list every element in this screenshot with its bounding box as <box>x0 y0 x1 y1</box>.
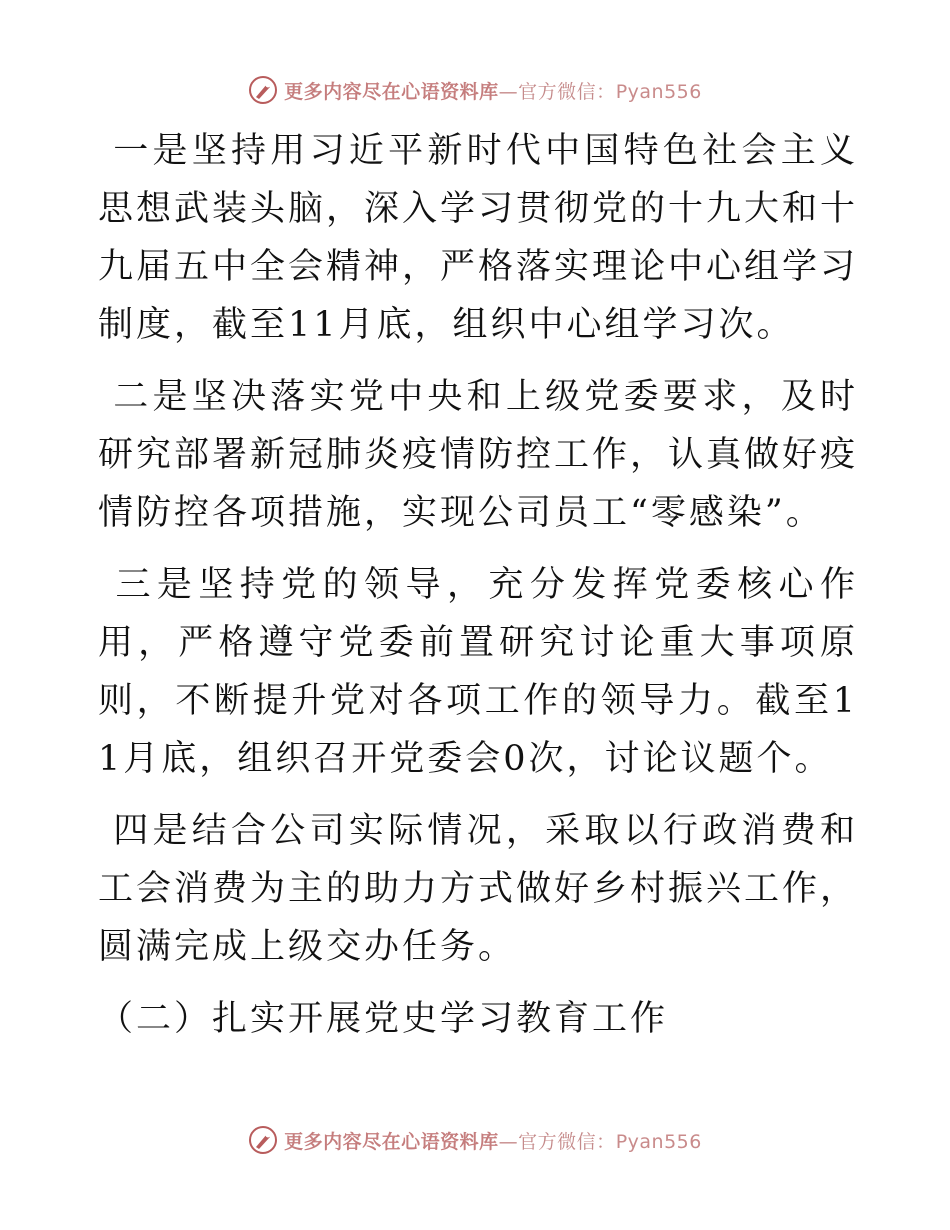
watermark-brand: 更多内容尽在心语资料库 <box>284 80 499 103</box>
footer-watermark <box>0 1120 950 1160</box>
paragraph-3-text: 三是坚持党的领导，充分发挥党委核心作用，严格遵守党委前置研究讨论重大事项原则，不断提升党对各项工作的领导力。截至11月底，组织召开党委会0次，讨论议题个。 <box>98 565 858 779</box>
paragraph-3 <box>98 556 858 788</box>
watermark-dash: — <box>498 1130 519 1153</box>
paragraph-2 <box>98 368 858 542</box>
paragraph-4 <box>98 802 858 976</box>
watermark-brand: 更多内容尽在心语资料库 <box>284 1130 499 1153</box>
watermark-dash: — <box>498 80 519 103</box>
paragraph-4-text: 四是结合公司实际情况，采取以行政消费和工会消费为主的助力方式做好乡村振兴工作，圆满完成上级交办任务。 <box>98 811 859 967</box>
fountain-pen-seal-icon <box>248 1125 278 1155</box>
watermark-wechat-id: Pyan556 <box>615 1130 702 1153</box>
paragraph-2-text: 二是坚决落实党中央和上级党委要求，及时研究部署新冠肺炎疫情防控工作，认真做好疫情防控各项措施，实现公司员工“零感染”。 <box>98 377 859 533</box>
section-heading-text: （二）扎实开展党史学习教育工作 <box>98 999 669 1039</box>
section-heading <box>98 990 858 1048</box>
watermark-wechat-label: 官方微信： <box>518 80 616 103</box>
paragraph-1-text: 一是坚持用习近平新时代中国特色社会主义思想武装头脑，深入学习贯彻党的十九大和十九届五中全会精神，严格落实理论中心组学习制度，截至11月底，组织中心组学习次。 <box>98 131 859 345</box>
fountain-pen-seal-icon <box>248 75 278 105</box>
header-watermark <box>0 70 950 110</box>
document-body <box>98 122 858 1048</box>
watermark-text <box>284 77 702 104</box>
watermark-wechat-id: Pyan556 <box>615 80 702 103</box>
watermark-text <box>284 1127 702 1154</box>
watermark-wechat-label: 官方微信： <box>518 1130 616 1153</box>
paragraph-1 <box>98 122 858 354</box>
